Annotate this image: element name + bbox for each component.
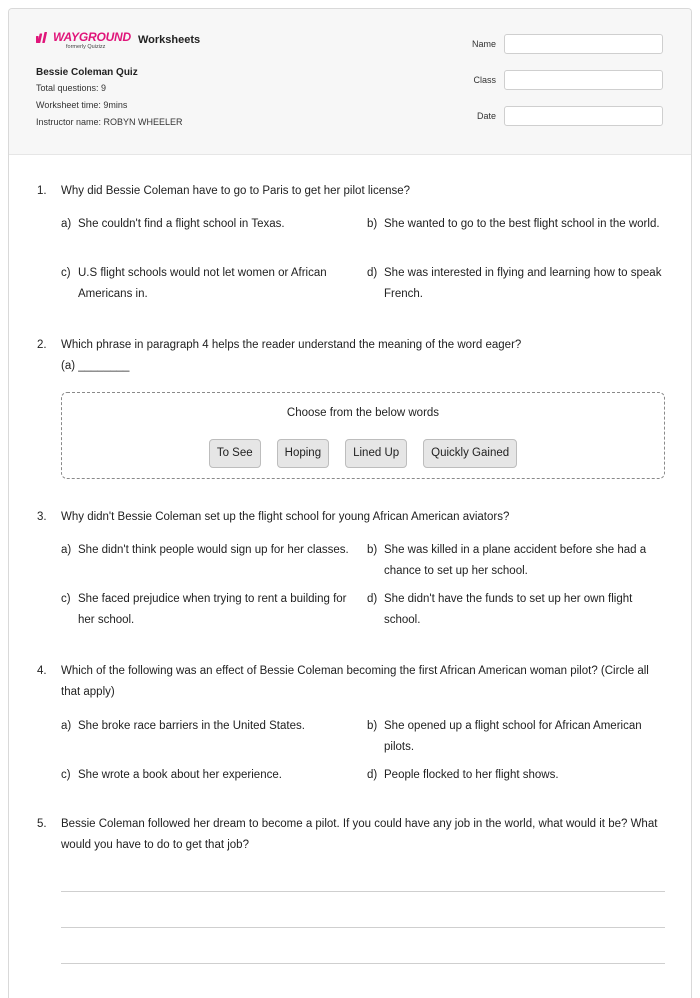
word-chip[interactable]: To See [209,439,261,468]
quiz-info [36,66,183,131]
word-bank-chips [62,439,664,468]
option-letter: a) [61,218,72,230]
option-text: She wanted to go to the best flight school in the world. [384,218,660,230]
word-bank-title: Choose from the below words [286,407,440,419]
option-letter: b) [367,720,378,732]
logo-mark-icon [36,32,50,43]
logo-subtitle: formerly Quizizz [66,44,106,50]
word-chip[interactable]: Lined Up [345,439,407,468]
brand [36,31,200,50]
answer-line[interactable] [61,963,665,964]
answer-line[interactable] [61,891,665,892]
logo-wordmark: WAYGROUND [53,30,131,44]
option-letter: c) [61,593,71,605]
option-text: She didn't have the funds to set up her own flight school. [384,593,633,626]
option-letter: d) [367,769,378,781]
word-chip[interactable]: Quickly Gained [423,439,517,468]
question-text: Bessie Coleman followed her dream to become a pilot. If you could have any job in the world, what would it be? What would you have to do to get that job? [61,818,658,851]
instructor-name: Instructor name: ROBYN WHEELER [36,117,183,127]
question-number: 4. [37,665,47,677]
option-text: She opened up a flight school for African American pilots. [384,720,642,753]
worksheet-header [9,9,691,155]
brand-title: Worksheets [137,34,201,46]
date-field[interactable] [504,106,663,126]
option-letter: b) [367,218,378,230]
class-row [472,70,663,90]
option-text: She didn't think people would sign up for her classes. [78,544,349,556]
total-questions: Total questions: 9 [36,83,107,93]
class-label: Class [473,75,496,85]
worksheet-page [8,8,692,998]
question-text: Which phrase in paragraph 4 helps the reader understand the meaning of the word eager? [61,339,522,351]
question-text: Which of the following was an effect of Bessie Coleman becoming the first African American woman pilot? (Circle all that apply) [61,665,649,698]
quiz-title: Bessie Coleman Quiz [36,67,138,78]
question-number: 5. [37,818,47,830]
question-text: Why didn't Bessie Coleman set up the flight school for young African American aviators? [61,511,510,523]
option-letter: d) [367,593,378,605]
option-text: She faced prejudice when trying to rent a building for her school. [78,593,347,626]
word-bank [61,392,665,479]
option-text: People flocked to her flight shows. [384,769,559,781]
option-letter: c) [61,769,71,781]
name-label: Name [471,39,496,49]
name-row [472,34,663,54]
option-text: She was interested in flying and learning how to speak French. [384,267,662,300]
class-field[interactable] [504,70,663,90]
question-number: 1. [37,185,47,197]
student-fields [472,34,663,142]
option-text: She couldn't find a flight school in Texas. [78,218,285,230]
option-letter: a) [61,544,72,556]
question-text: Why did Bessie Coleman have to go to Paris to get her pilot license? [61,185,411,197]
option-letter: c) [61,267,71,279]
option-text: She broke race barriers in the United States. [78,720,305,732]
question-number: 2. [37,339,47,351]
name-field[interactable] [504,34,663,54]
answer-line[interactable] [61,927,665,928]
date-row [472,106,663,126]
option-text: She was killed in a plane accident before she had a chance to set up her school. [384,544,647,577]
answer-blank[interactable]: (a) ________ [61,360,130,372]
word-chip[interactable]: Hoping [277,439,329,468]
question-number: 3. [37,511,47,523]
option-letter: b) [367,544,378,556]
option-letter: d) [367,267,378,279]
option-text: She wrote a book about her experience. [78,769,282,781]
option-letter: a) [61,720,72,732]
option-text: U.S flight schools would not let women or African Americans in. [78,267,327,300]
date-label: Date [476,111,496,121]
worksheet-time: Worksheet time: 9mins [36,100,128,110]
wayground-logo [36,31,131,50]
